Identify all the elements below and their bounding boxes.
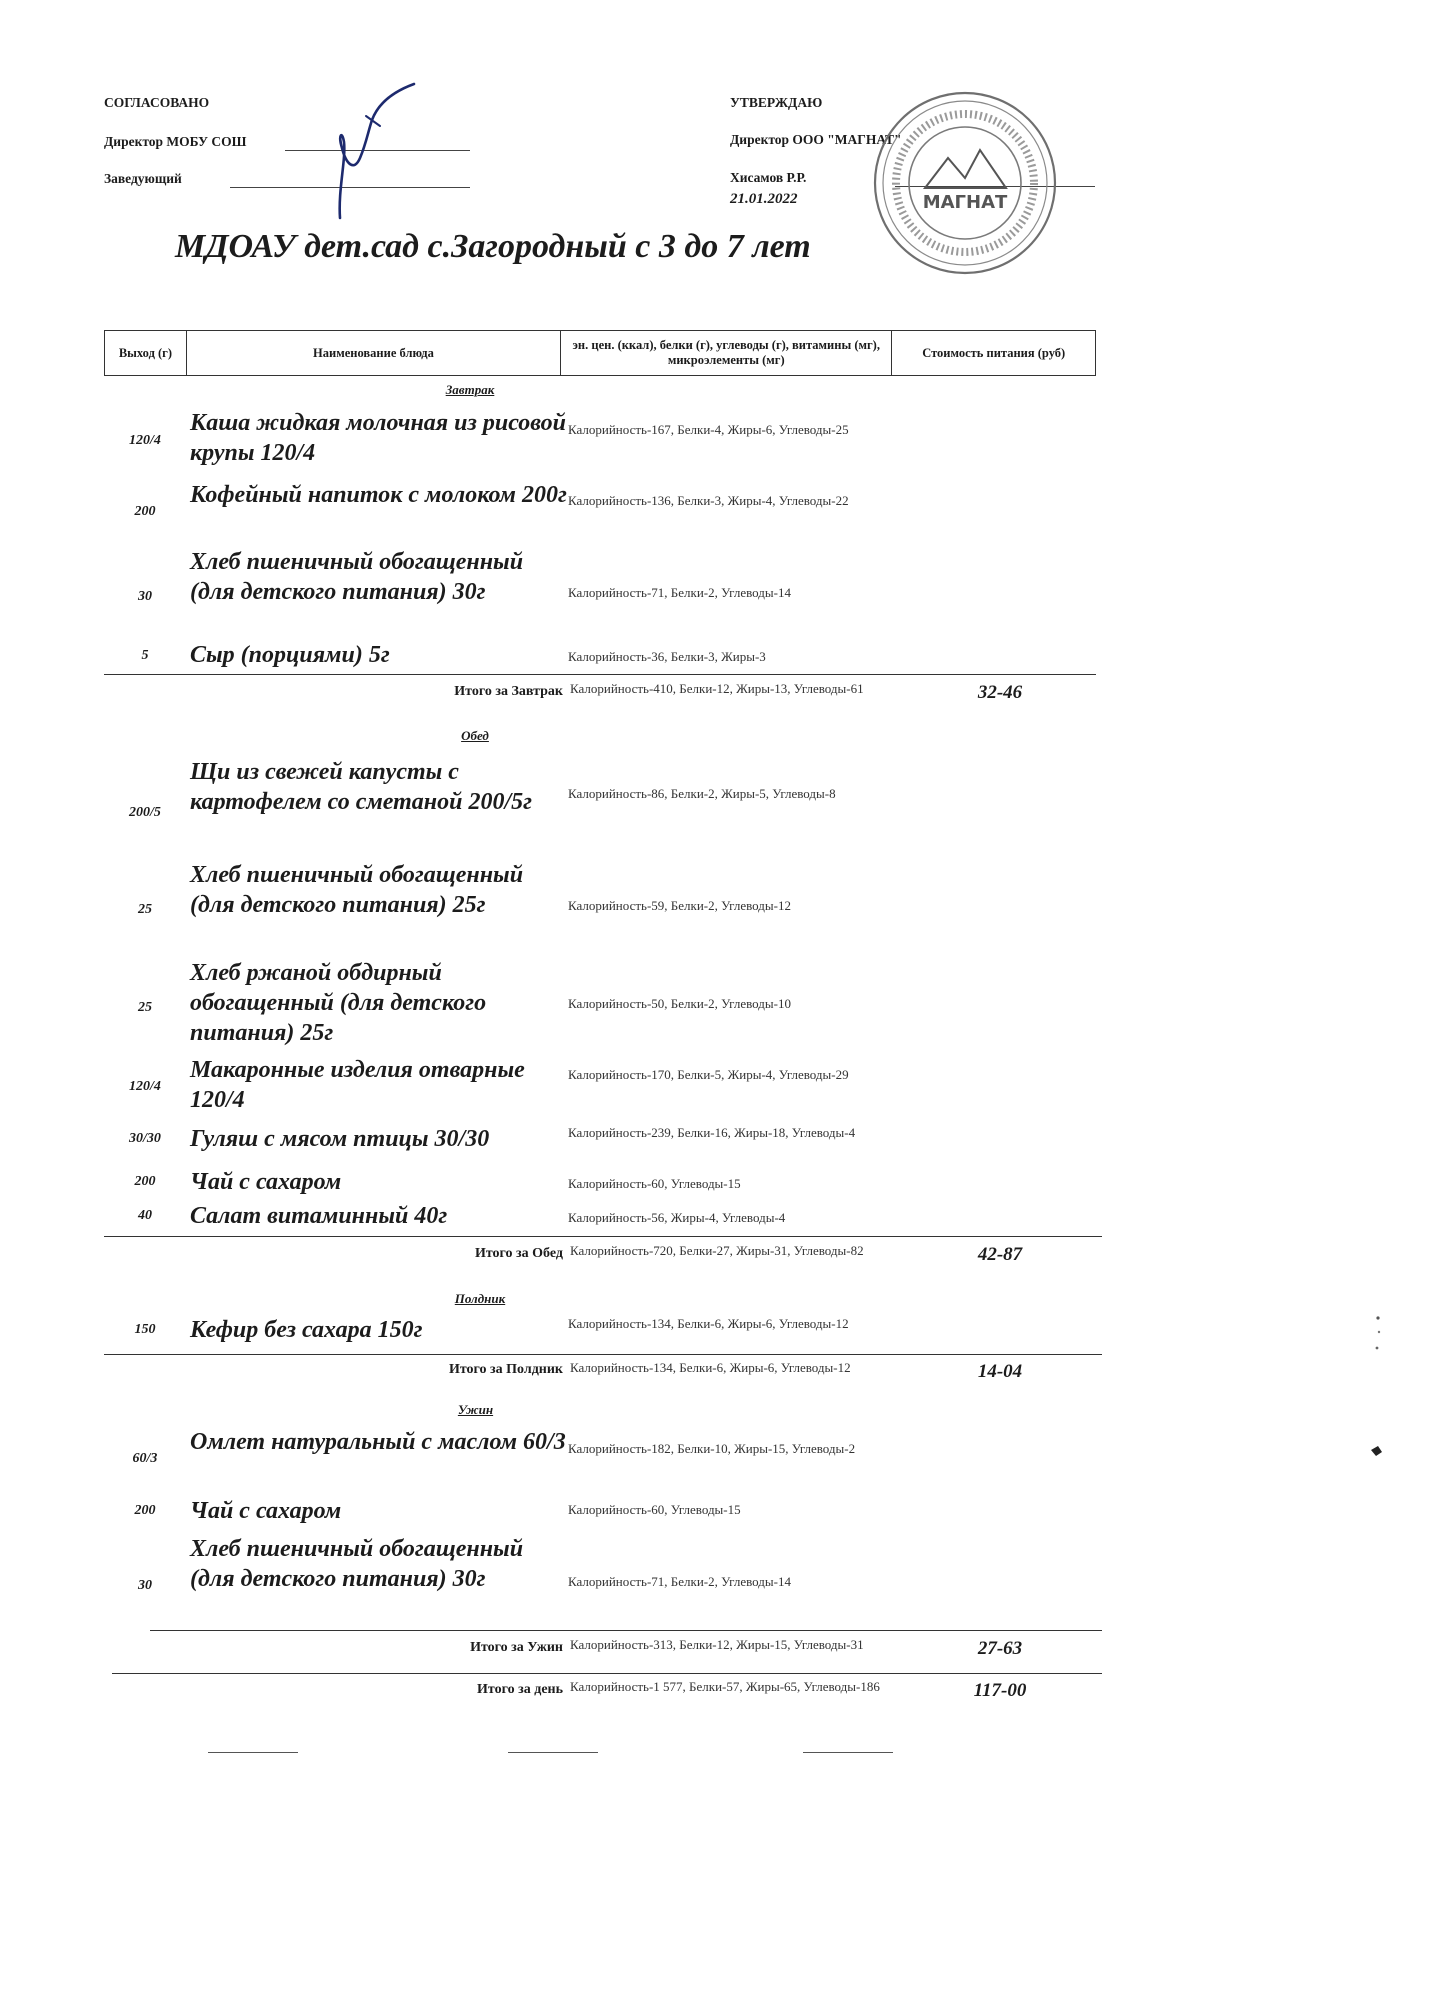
scan-specks [1370, 1310, 1400, 1470]
row-nutrition: Калорийность-134, Белки-6, Жиры-6, Углеводы-12 [568, 1316, 849, 1331]
total-cost: 42-87 [977, 1244, 1023, 1265]
row-dish-name: Сыр (порциями) 5г [190, 642, 390, 668]
agreed-label: СОГЛАСОВАНО [104, 95, 210, 110]
row-dish-name: Кефир без сахара 150г [190, 1317, 423, 1343]
row-out: 25 [138, 1000, 152, 1015]
row-nutrition: Калорийность-239, Белки-16, Жиры-18, Углеводы-4 [568, 1125, 856, 1140]
row-dish-name: Хлеб ржаной обдирный обогащенный (для детского питания) 25г [190, 960, 487, 1046]
approve-label: УТВЕРЖДАЮ [730, 95, 823, 110]
row-out: 30 [138, 589, 152, 604]
row-out: 30 [138, 1578, 152, 1593]
row-dish-name: Кофейный напиток с молоком 200г [190, 482, 567, 508]
total-nutrition: Калорийность-410, Белки-12, Жиры-13, Углеводы-61 [570, 681, 864, 696]
total-cost: 32-46 [977, 682, 1023, 703]
divider [104, 674, 1096, 675]
day-total-label: Итого за день [477, 1682, 563, 1697]
row-dish-name: Омлет натуральный с маслом 60/3 [190, 1429, 566, 1455]
row-out: 30/30 [129, 1131, 161, 1146]
total-label: Итого за Обед [474, 1246, 563, 1261]
row-dish-name: Щи из свежей капусты с картофелем со сметаной 200/5г [190, 759, 532, 815]
head-label: Заведующий [104, 171, 182, 186]
row-nutrition: Калорийность-60, Углеводы-15 [568, 1176, 741, 1191]
row-nutrition: Калорийность-36, Белки-3, Жиры-3 [568, 649, 766, 664]
document-title: МДОАУ дет.сад с.Загородный с 3 до 7 лет [175, 228, 811, 265]
col-name-header: Наименование блюда [187, 331, 561, 375]
signature-line [208, 1752, 298, 1753]
row-dish-name: Макаронные изделия отварные 120/4 [190, 1057, 525, 1113]
col-out-header: Выход (г) [105, 331, 187, 375]
meal-title-dinner: Ужин [457, 1402, 494, 1417]
row-out: 25 [138, 902, 152, 917]
row-dish-name: Каша жидкая молочная из рисовой крупы 120/4 [190, 410, 566, 466]
total-label: Итого за Полдник [448, 1362, 563, 1377]
row-dish-name: Чай с сахаром [190, 1169, 342, 1195]
row-out: 60/3 [132, 1451, 158, 1466]
divider [104, 1354, 1102, 1355]
director-name: Хисамов Р.Р. [730, 170, 807, 185]
meal-title-breakfast: Завтрак [445, 382, 495, 397]
total-label: Итого за Ужин [470, 1640, 563, 1655]
company-director-label: Директор ООО "МАГНАТ" [730, 132, 902, 147]
day-total-nutrition: Калорийность-1 577, Белки-57, Жиры-65, Углеводы-186 [570, 1679, 880, 1694]
row-nutrition: Калорийность-136, Белки-3, Жиры-4, Углеводы-22 [568, 493, 849, 508]
total-label: Итого за Завтрак [454, 684, 563, 699]
col-nutrition-header: эн. цен. (ккал), белки (г), углеводы (г), витамины (мг), микроэлементы (мг) [561, 331, 892, 375]
row-out: 120/4 [129, 433, 161, 448]
company-stamp [870, 88, 1060, 278]
signature-line [508, 1752, 598, 1753]
divider [150, 1630, 1102, 1631]
row-nutrition: Калорийность-86, Белки-2, Жиры-5, Углеводы-8 [568, 786, 836, 801]
total-nutrition: Калорийность-134, Белки-6, Жиры-6, Углеводы-12 [570, 1360, 851, 1375]
day-total-cost: 117-00 [973, 1680, 1027, 1701]
row-out: 200 [134, 1503, 156, 1518]
row-out: 150 [134, 1322, 156, 1337]
row-out: 40 [138, 1208, 152, 1223]
row-dish-name: Гуляш с мясом птицы 30/30 [190, 1126, 490, 1152]
row-nutrition: Калорийность-71, Белки-2, Углеводы-14 [568, 585, 791, 600]
row-nutrition: Калорийность-59, Белки-2, Углеводы-12 [568, 898, 791, 913]
meal-title-snack: Полдник [454, 1291, 506, 1306]
meal-title-lunch: Обед [461, 728, 489, 743]
row-out: 200/5 [129, 805, 161, 820]
row-dish-name: Хлеб пшеничный обогащенный (для детского питания) 25г [190, 862, 524, 918]
row-dish-name: Салат витаминный 40г [190, 1203, 448, 1229]
row-dish-name: Хлеб пшеничный обогащенный (для детского питания) 30г [190, 1536, 524, 1592]
handwritten-signature [280, 80, 420, 230]
approval-date: 21.01.2022 [730, 191, 798, 207]
row-nutrition: Калорийность-71, Белки-2, Углеводы-14 [568, 1574, 791, 1589]
row-out: 5 [141, 648, 149, 663]
row-nutrition: Калорийность-167, Белки-4, Жиры-6, Углеводы-25 [568, 422, 849, 437]
row-dish-name: Хлеб пшеничный обогащенный (для детского питания) 30г [190, 549, 524, 605]
col-cost-header: Стоимость питания (руб) [922, 345, 1066, 360]
divider [104, 1236, 1102, 1237]
row-nutrition: Калорийность-182, Белки-10, Жиры-15, Углеводы-2 [568, 1441, 856, 1456]
total-cost: 14-04 [977, 1361, 1023, 1382]
total-nutrition: Калорийность-313, Белки-12, Жиры-15, Углеводы-31 [570, 1637, 864, 1652]
signature-line [803, 1752, 893, 1753]
school-director-label: Директор МОБУ СОШ [104, 134, 247, 149]
row-out: 120/4 [129, 1079, 161, 1094]
row-nutrition: Калорийность-170, Белки-5, Жиры-4, Углеводы-29 [568, 1067, 849, 1082]
svg-text:МАГНАТ: МАГНАТ [922, 192, 1008, 213]
row-dish-name: Чай с сахаром [190, 1498, 342, 1524]
row-out: 200 [134, 1174, 156, 1189]
row-nutrition: Калорийность-60, Углеводы-15 [568, 1502, 741, 1517]
row-nutrition: Калорийность-56, Жиры-4, Углеводы-4 [568, 1210, 786, 1225]
table-header [104, 330, 1096, 376]
row-nutrition: Калорийность-50, Белки-2, Углеводы-10 [568, 996, 791, 1011]
divider [112, 1673, 1102, 1674]
total-cost: 27-63 [977, 1638, 1023, 1659]
total-nutrition: Калорийность-720, Белки-27, Жиры-31, Углеводы-82 [570, 1243, 864, 1258]
row-out: 200 [134, 504, 156, 519]
